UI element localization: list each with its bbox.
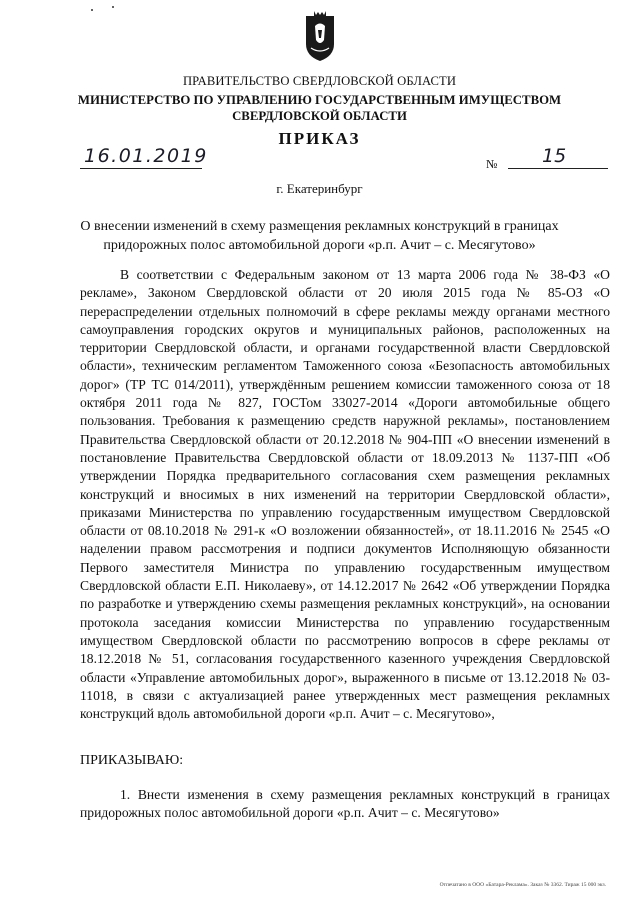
number-sign: № [486, 157, 498, 171]
subject-line1: О внесении изменений в схему размещения рекламных конструкций в границах [80, 219, 559, 234]
government-name: ПРАВИТЕЛЬСТВО СВЕРДЛОВСКОЙ ОБЛАСТИ [182, 74, 457, 88]
order-directive-word: ПРИКАЗЫВАЮ: [80, 753, 184, 768]
order-subject [0, 218, 639, 255]
scan-speck [91, 9, 93, 11]
preamble-paragraph: В соответствии с Федеральным законом от 13 марта 2006 года № 38-ФЗ «О рекламе», Законом Свердловской области от 20 июля 2015 года № 85-ОЗ «О перераспределении отдельных полномочий в сфере рекламы между органами местного самоуправления городских округов и муниципальных районов, расположенных на территории Свердловской области, и органами государственной власти Свердловской области», техническим регламентом Таможенного союза «Безопасность автомобильных дорог» (ТР ТС 014/2011), утверждённым решением комиссии таможенного союза от 18 октября 2011 года № 827, ГОСТом 33027-2014 «Дороги автомобильные общего пользования. Требования к размещению средств наружной рекламы», постановлением Правительства Свердловской области от 20.12.2018 № 904-ПП «О внесении изменений в постановление Правительства Свердловской области от 18.09.2013 № 1137-ПП «Об утверждении Порядка предварительного согласования схем размещения рекламных конструкций и вносимых в них изменений на территории Свердловской области», приказами Министерства по управлению государственным имуществом Свердловской области от 08.10.2018 № 291-к «О возложении обязанностей», от 18.11.2016 № 2545 «О наделении правом рассмотрения и подписи документов Исполняющую обязанности Первого заместителя Министра по управлению государственным имуществом Свердловской области Е.П. Николаеву», от 14.12.2017 № 2642 «Об утверждении Порядка по разработке и утверждению схемы размещения рекламных конструкций», на основании протокола заседания комиссии Министерства по управлению государственным имуществом Свердловской области по рассмотрению вопросов в сфере рекламы от 18.12.2018 № 51, согласования государственного казенного учреждения Свердловской области «Управление автомобильных дорог», выраженного в письме от 13.12.2018 № 03-11018, в связи с актуализацией ранее утвержденных мест размещения рекламных конструкций вдоль автомобильной дороги «р.п. Ачит – с. Месягутово», [80, 267, 610, 722]
order-number-field [508, 145, 608, 169]
order-date: 16.01.2019 [84, 145, 208, 167]
order-item-1: 1. Внести изменения в схему размещения рекламных конструкций в границах придорожных полос автомобильной дороги «р.п. Ачит – с. Месягутово» [80, 787, 610, 821]
document-type-title: ПРИКАЗ [278, 129, 361, 148]
coat-of-arms-emblem [303, 10, 337, 62]
number-underline [508, 168, 608, 169]
subject-line2: придорожных полос автомобильной дороги «р.п. Ачит – с. Месягутово» [103, 237, 536, 253]
ministry-name-line1: МИНИСТЕРСТВО ПО УПРАВЛЕНИЮ ГОСУДАРСТВЕННЫМ ИМУЩЕСТВОМ [77, 93, 562, 107]
order-date-field [80, 145, 208, 169]
ministry-name [0, 92, 639, 124]
print-run-note: Отпечатано в ООО «Батара-Реклама». Заказ № 3362. Тираж 15 000 экз. [439, 882, 606, 888]
date-underline [80, 168, 202, 169]
order-number: 15 [542, 145, 567, 167]
ministry-name-line2: СВЕРДЛОВСКОЙ ОБЛАСТИ [232, 109, 407, 123]
city-line: г. Екатеринбург [276, 181, 363, 196]
scan-speck [112, 6, 114, 8]
